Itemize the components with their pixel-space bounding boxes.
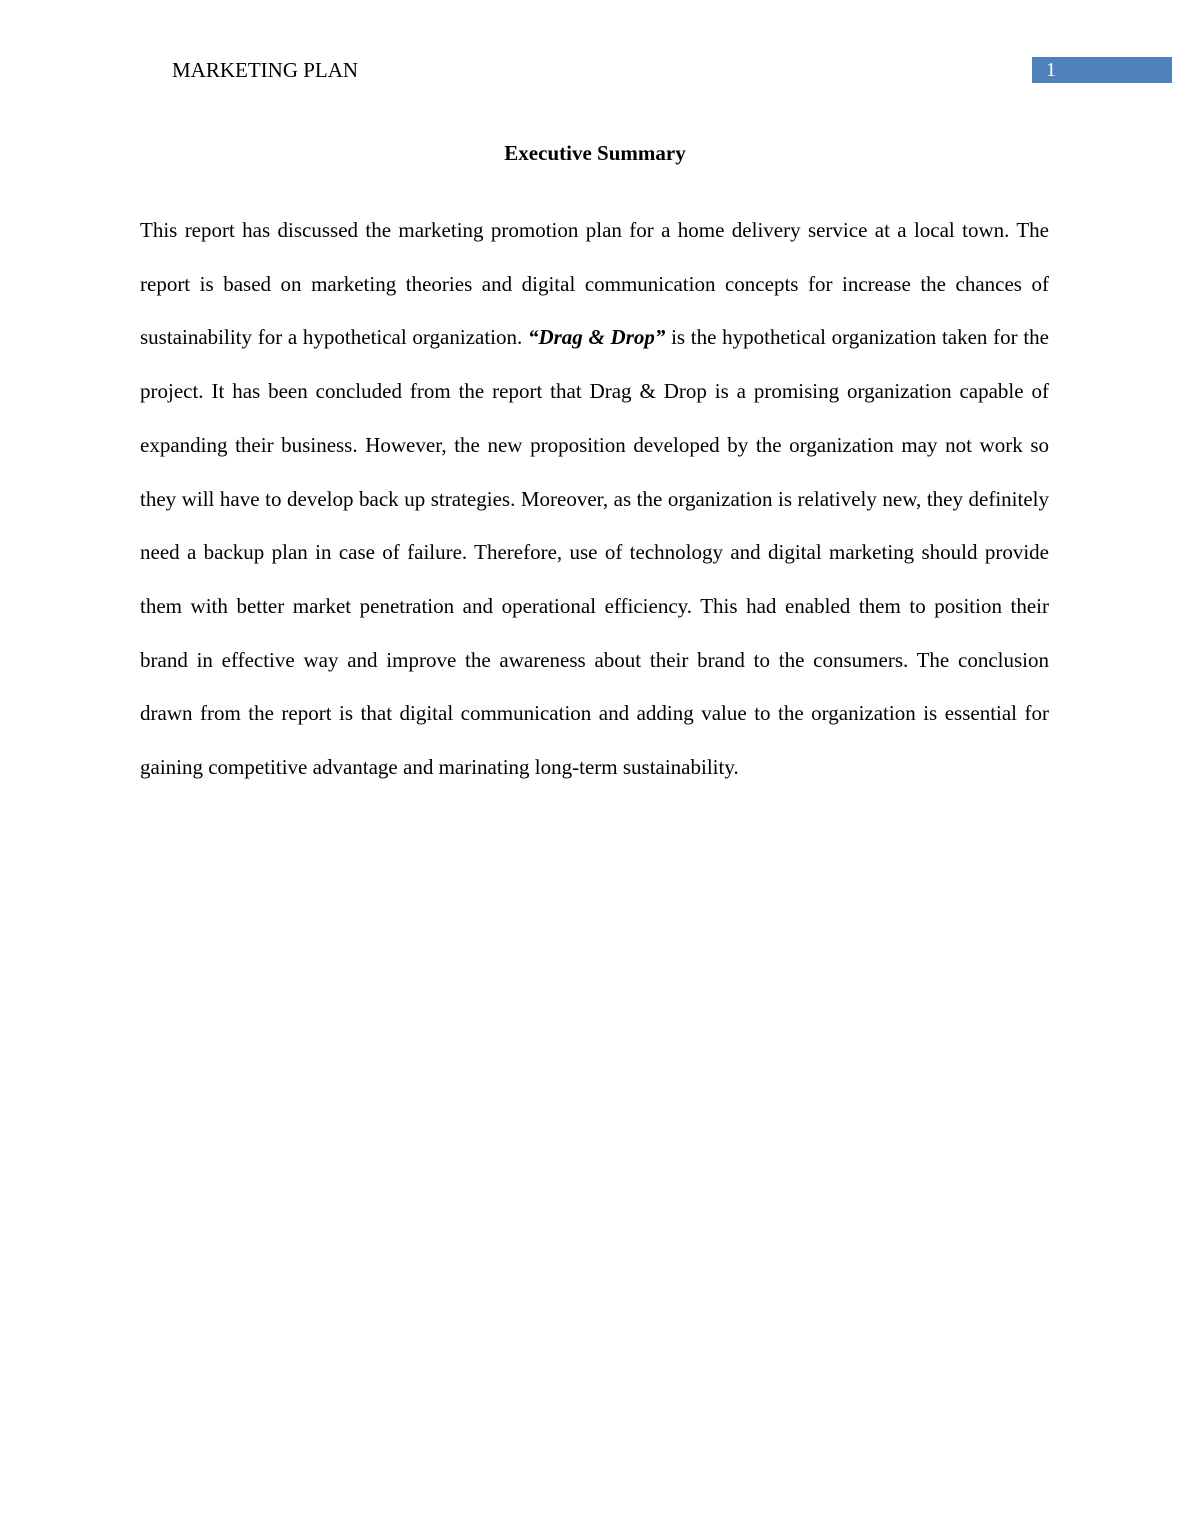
summary-paragraph [140, 204, 1049, 795]
running-head: MARKETING PLAN [172, 58, 359, 82]
page-number: 1 [1032, 57, 1172, 83]
paragraph-text: This report has discussed the marketing promotion plan for a home delivery service at a local town. The report is based on marketing theories and digital communication concepts for increase the chances of sustainability for a hypothetical organization. [140, 218, 1049, 350]
section-title: Executive Summary [504, 141, 686, 165]
paragraph-text: is the hypothetical organization taken for the project. It has been concluded from the report that Drag & Drop is a promising organization capable of expanding their business. However, the new proposition developed by the organization may not work so they will have to develop back up strategies. Moreover, as the organization is relatively new, they definitely need a backup plan in case of failure. Therefore, use of technology and digital marketing should provide them with better market penetration and operational efficiency. This had enabled them to position their brand in effective way and improve the awareness about their brand to the consumers. The conclusion drawn from the report is that digital communication and adding value to the organization is essential for gaining competitive advantage and marinating long-term sustainability. [140, 325, 1049, 780]
organization-name: “Drag & Drop” [527, 325, 666, 350]
